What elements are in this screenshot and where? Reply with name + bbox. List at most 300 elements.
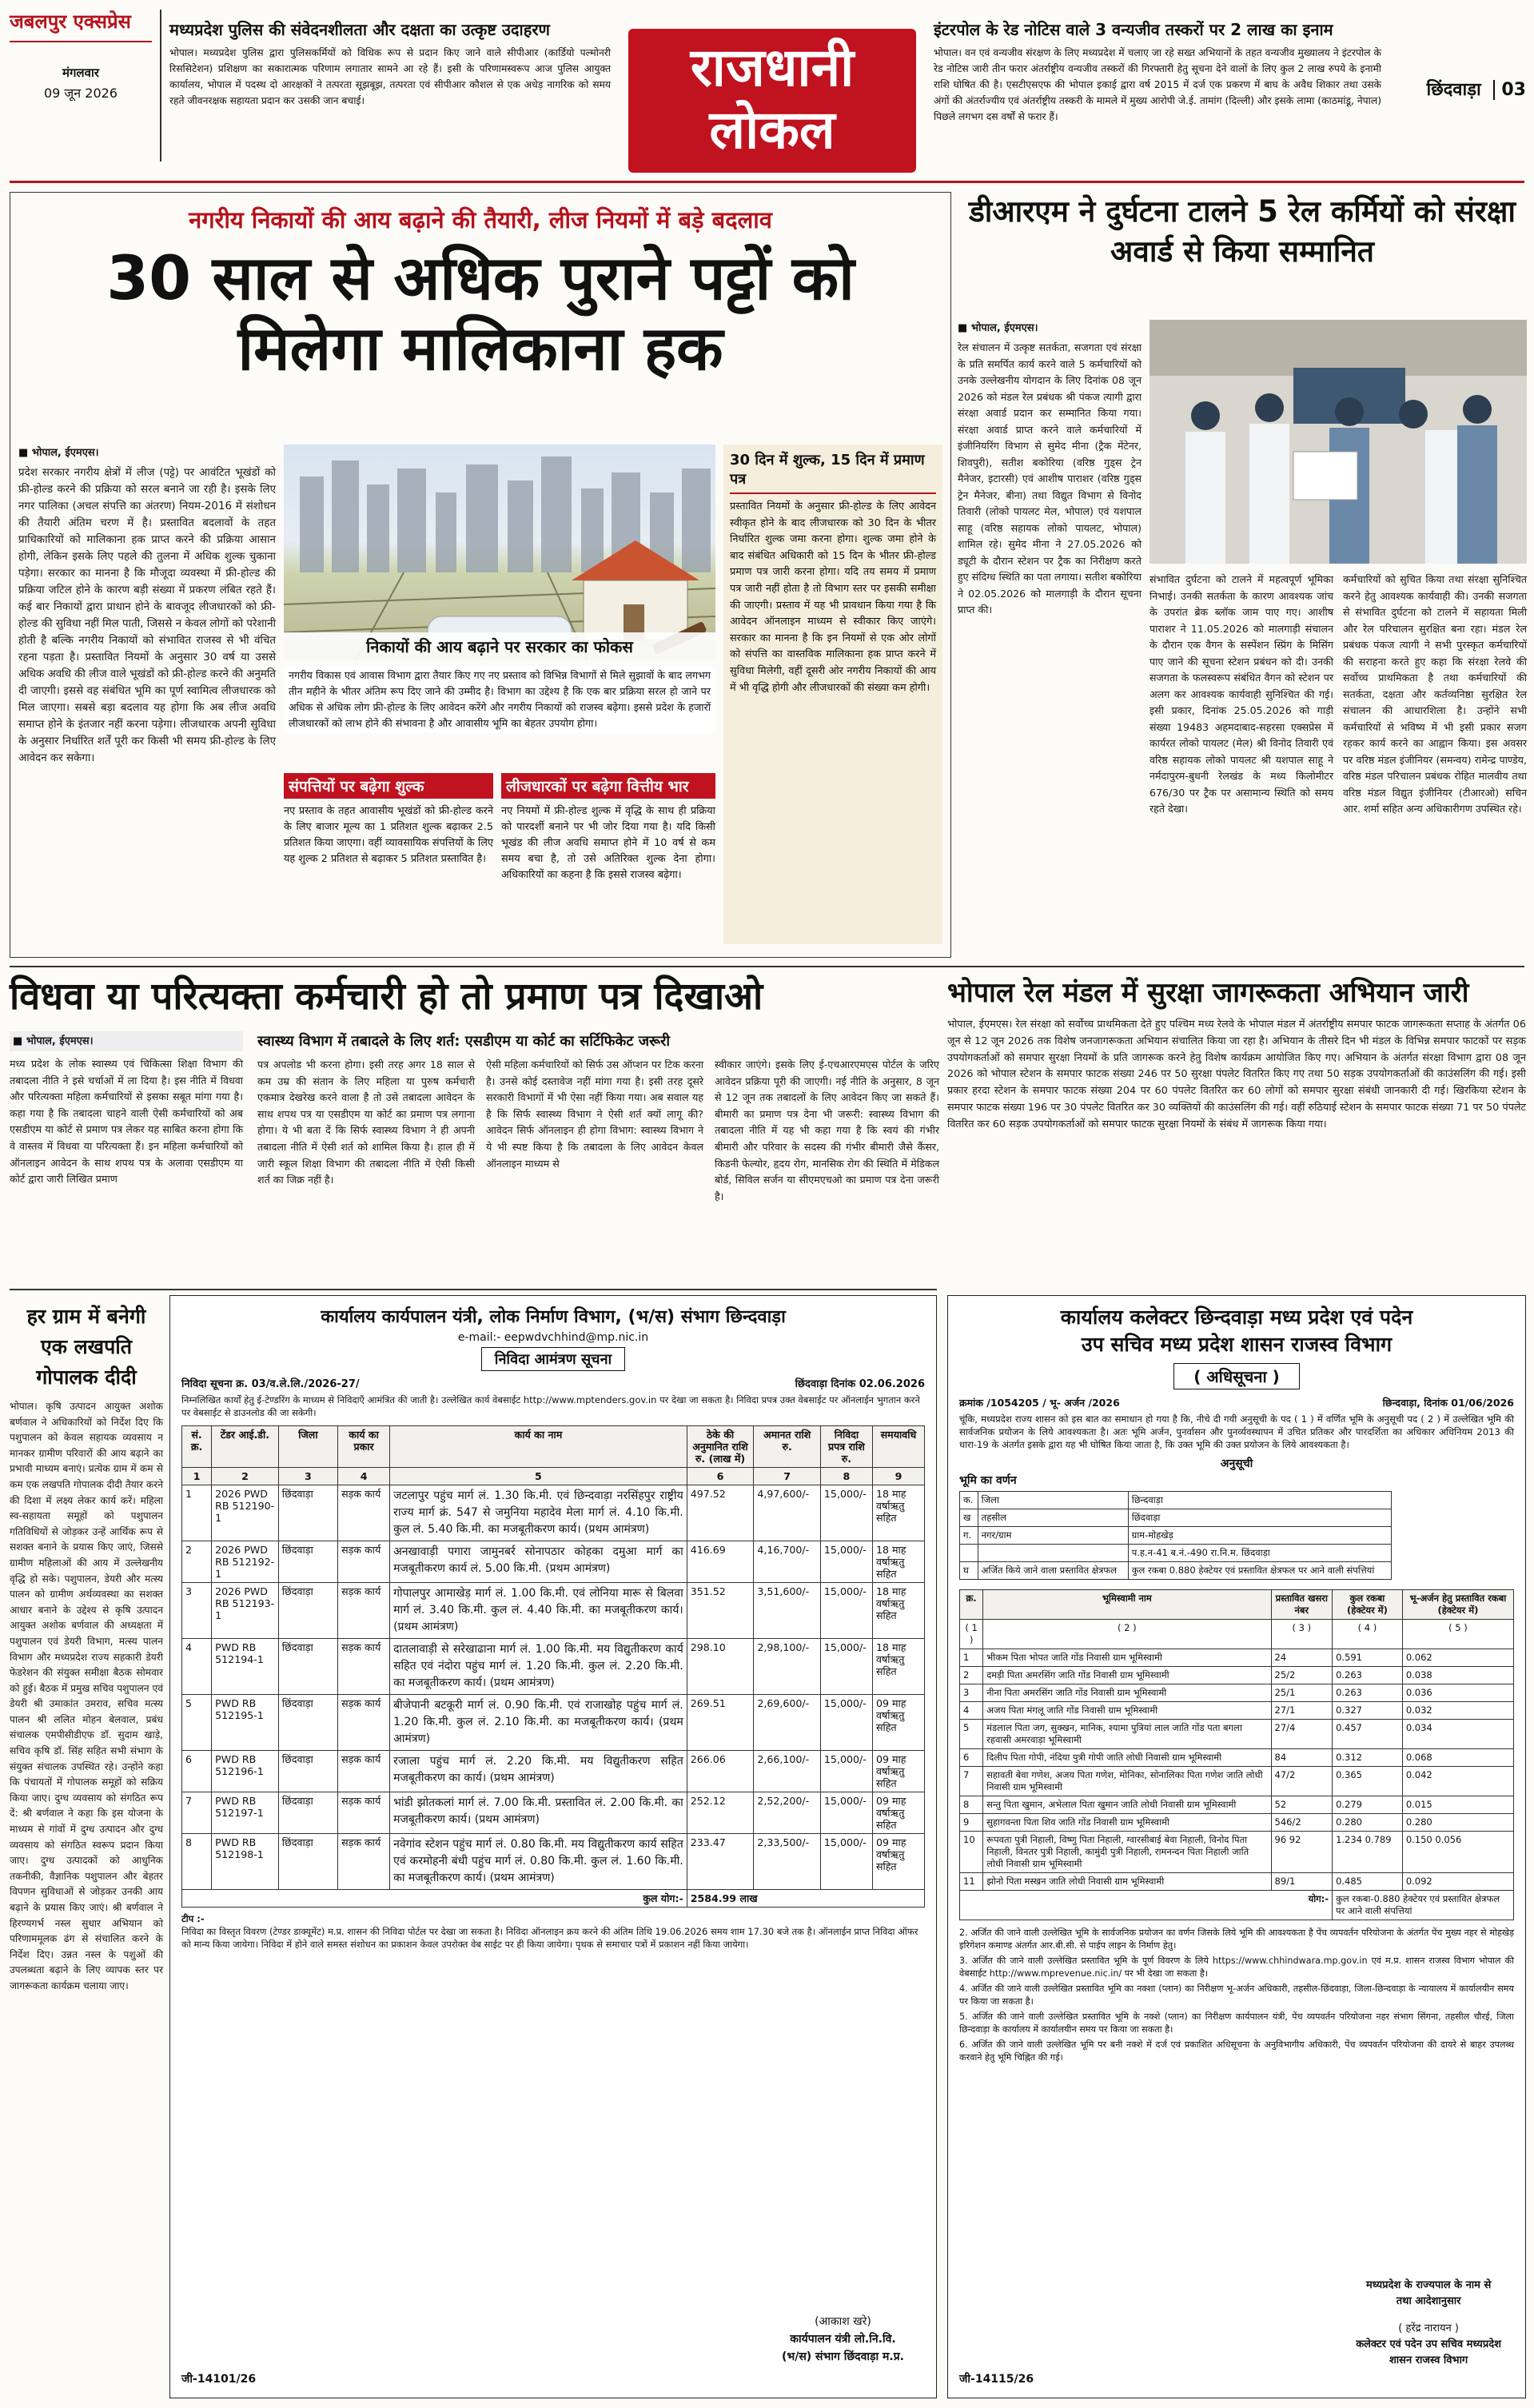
collector-note: 3. अर्जित की जाने वाली उल्लेखित प्रस्तावित भूमि के पूर्ण विवरण के लिये https://www.chhindwara.mp.gov.in एवं म.प्र. शासन राजस्व विभाग भोपाल की वेबसाईट http://www.mprevenue.nic.in/ पर भी देखा जा सकता है। bbox=[959, 1956, 1514, 1979]
tender-cell: 4 bbox=[182, 1639, 212, 1695]
tender-code: जी-14101/26 bbox=[181, 2373, 257, 2386]
land-col-number: ( 5 ) bbox=[1402, 1620, 1513, 1649]
lease-sidebox-title: 30 दिन में शुल्क, 15 दिन में प्रमाण पत्र bbox=[730, 451, 936, 494]
land-cell: 0.485 bbox=[1333, 1873, 1403, 1891]
land-col-number: ( 1 ) bbox=[960, 1620, 983, 1649]
tender-col-number: 3 bbox=[278, 1468, 337, 1485]
collector-note: 4. अर्जित की जाने वाली उल्लेखित प्रस्तावित भूमि का नक्शा (प्लान) का निरीक्षण भू-अर्जन अधिकारी, तहसील-छिंदवाड़ा, जिला-छिन्दवाड़ा के न्यायालय में कार्यालयीन समय पर किया जा सकता है। bbox=[959, 1983, 1514, 2007]
table-row bbox=[182, 1834, 925, 1890]
tender-cell: भांडी झोतकलां मार्ग लं. 7.00 कि.मी. प्रस्तावित लं. 2.00 कि.मी. का मजबूतीकरण कार्य। (प्रथम आमंत्रण) bbox=[390, 1792, 687, 1834]
tender-total-label: कुल योग:- bbox=[182, 1890, 687, 1908]
collector-notice bbox=[947, 1295, 1526, 2398]
land-cell: 0.280 bbox=[1333, 1814, 1403, 1832]
land-cell: 96 92 bbox=[1271, 1832, 1333, 1873]
desc-row bbox=[960, 1509, 1392, 1527]
collector-signature bbox=[1356, 2278, 1501, 2369]
gopalak-headline-3: गोपालक दीदी bbox=[36, 1365, 137, 1389]
tender-cell: 18 माह वर्षाऋतु सहित bbox=[872, 1541, 924, 1583]
lease-photo-caption: निकायों की आय बढ़ाने पर सरकार का फोकस bbox=[284, 632, 715, 660]
collector-designation: कलेक्टर एवं पदेन उप सचिव मध्यप्रदेश bbox=[1356, 2338, 1501, 2350]
tender-col-number: 6 bbox=[687, 1468, 754, 1485]
collector-land-desc: भूमि का वर्णन bbox=[959, 1474, 1017, 1487]
collector-schedule: अनुसूची bbox=[1220, 1457, 1253, 1470]
collector-ref-row bbox=[959, 1396, 1514, 1409]
tender-cell: छिंदवाड़ा bbox=[278, 1792, 337, 1834]
drm-col1 bbox=[958, 320, 1142, 619]
lease-body: प्रदेश सरकार नगरीय क्षेत्रों में लीज (पट्टे) पर आवंटित भूखंडों को फ्री-होल्ड करने की प्रक्रिया को सरल बनाने जा रही है। इसके लिए नगर पालिका (अचल संपत्ति का अंतरण) नियम-2016 में संशोधन की तैयारी अंतिम चरण में है। प्रस्तावित बदलावों के तहत प्राधिकारियों को मालिकाना हक प्राप्त करने की प्रक्रिया आसान होगी, लेकिन इसके लिए पहले की तुलना में अधिक शुल्क चुकाना पड़ेगा। सरकार का मानना है कि मौजूदा व्यवस्था में फ्री-होल्ड की प्रक्रिया जटिल होने के कारण बड़ी संख्या में प्रकरण लंबित रहते हैं। कई बार निकायों द्वारा प्राधान होने के बावजूद लीजधारकों को फ्री-होल्ड की सुविधा नहीं मिल पाती, जिससे न केवल लोगों को परेशानी होती है बल्कि नगरीय निकायों को संभावित राजस्व से भी वंचित रहना पड़ता है। प्रस्तावित नियमों के अनुसार 30 वर्ष या उससे अधिक अवधि की लीज वाले भूखंडों को फ्री-होल्ड करने की अनुमति दी जाएगी। इससे वह संबंधित भूमि का पूर्ण स्वामित्व लीजधारक को मिल जाएगा। सबसे बड़ा बदलाव यह होगा कि अब लीज अवधि समाप्त होने के इंतजार नहीं करना पड़ेगा। लीजधारक अपनी सुविधा के अनुसार निर्धारित शर्तें पूरी कर किसी भी समय फ्री-होल्ड के लिए आवेदन कर सकेगा। bbox=[18, 467, 276, 764]
land-col-number: ( 2 ) bbox=[983, 1620, 1271, 1649]
tender-cell: 8 bbox=[182, 1834, 212, 1890]
tender-cell: छिंदवाड़ा bbox=[278, 1485, 337, 1541]
land-cell: सुहागवन्ता पिता शिव जाति गोंड निवासी ग्राम भूमिस्वामी bbox=[983, 1814, 1271, 1832]
tender-cell: रजाला पहुंच मार्ग लं. 2.20 कि.मी. मय विद्युतीकरण सहित मजबूतीकरण का कार्य। (प्रथम आमंत्रण) bbox=[390, 1751, 687, 1792]
lease-subhead-a: संपत्तियों पर बढ़ेगा शुल्क bbox=[284, 773, 493, 799]
drm-body-1: रेल संचालन में उत्कृष्ट सतर्कता, सजगता एवं संरक्षा के प्रति समर्पित कार्य करने वाले 5 कर्मचारियों को उनके उल्लेखनीय योगदान के लिए दिनांक 08 जून 2026 को मंडल रेल प्रबंधक श्री पंकज त्यागी द्वारा संरक्षा अवार्ड प्रदान कर सम्मानित किया गया। संरक्षा अवार्ड प्राप्त करने वाले कर्मचारियों में इंजीनियरिंग विभाग से सुमेद मीना (ट्रैक मेंटेनर, शिवपुरी), सतीश बकोरिया (वरिष्ठ गुड्स ट्रेन मैनेजर, इटारसी) एवं आशीष पाराशर (वरिष्ठ गुड्स ट्रेन मैनेजर, बीना) तथा विद्युत विभाग से विनोद तिवारी (लोको पायलट मेल, भोपाल) एवं यशपाल साहू (वरिष्ठ सहायक लोको पायलट, भोपाल) शामिल रहे। सुमेद मीना ने 27.05.2026 को ड्यूटी के दौरान स्टेशन पर ट्रैक का निरीक्षण करते हुए संदिग्ध स्थिति का पता लगाया। सतीश बकोरिया ने 02.05.2026 को मालगाड़ी के दौरान सूचना प्राप्त की। bbox=[958, 341, 1142, 616]
tender-cell: 15,000/- bbox=[820, 1541, 872, 1583]
tender-cell: PWD RB 512198-1 bbox=[212, 1834, 279, 1890]
tender-cell: छिंदवाड़ा bbox=[278, 1639, 337, 1695]
tender-cell: 15,000/- bbox=[820, 1485, 872, 1541]
tender-cell: छिंदवाड़ा bbox=[278, 1834, 337, 1890]
desc-cell: ग्राम-मोहखेड़ bbox=[1128, 1527, 1392, 1545]
widow-kicker: स्वास्थ्य विभाग में तबादले के लिए शर्त: एसडीएम या कोर्ट का सर्टिफिकेट जरूरी bbox=[257, 1033, 671, 1050]
tender-cell: 09 माह वर्षाऋतु सहित bbox=[872, 1695, 924, 1751]
table-row bbox=[960, 1649, 1514, 1667]
land-cell: 0.591 bbox=[1333, 1649, 1403, 1667]
desc-cell: ख bbox=[960, 1509, 978, 1527]
widow-col2 bbox=[257, 1057, 475, 1189]
table-row bbox=[960, 1814, 1514, 1832]
collector-title-wrap bbox=[959, 1363, 1514, 1389]
collector-notes bbox=[959, 1927, 1514, 2064]
desc-cell bbox=[978, 1545, 1128, 1562]
land-cell: 25/2 bbox=[1271, 1667, 1333, 1684]
tender-cell: 2026 PWD RB 512193-1 bbox=[212, 1583, 279, 1639]
table-row bbox=[182, 1485, 925, 1541]
tender-cell: सड़क कार्य bbox=[338, 1639, 390, 1695]
desc-cell: छिन्दवाड़ा bbox=[1128, 1492, 1392, 1509]
land-cell: 27/1 bbox=[1271, 1702, 1333, 1720]
desc-cell: तहसील bbox=[978, 1509, 1128, 1527]
tender-cell: 2,98,100/- bbox=[754, 1639, 821, 1695]
land-cell: नीना पिता अमरसिंग जाति गोंड निवासी ग्राम भूमिस्वामी bbox=[983, 1684, 1271, 1702]
tender-note-head: टीप :- bbox=[181, 1913, 205, 1924]
collector-office-1: कार्यालय कलेक्टर छिन्दवाड़ा मध्य प्रदेश एवं पदेन bbox=[1060, 1306, 1413, 1329]
tender-cell: 7 bbox=[182, 1792, 212, 1834]
widow-col3 bbox=[486, 1057, 703, 1172]
tender-cell: PWD RB 512196-1 bbox=[212, 1751, 279, 1792]
land-cell: दमड़ी पिता अमरसिंग जाति गोंड निवासी ग्राम भूमिस्वामी bbox=[983, 1667, 1271, 1684]
tender-cell: 266.06 bbox=[687, 1751, 754, 1792]
land-cell: 546/2 bbox=[1271, 1814, 1333, 1832]
land-cell: 9 bbox=[960, 1814, 983, 1832]
land-cell: 0.038 bbox=[1402, 1667, 1513, 1684]
tender-cell: 15,000/- bbox=[820, 1639, 872, 1695]
tender-title-wrap bbox=[181, 1347, 925, 1371]
collector-dept: शासन राजस्व विभाग bbox=[1389, 2354, 1468, 2366]
desc-row bbox=[960, 1545, 1392, 1562]
tender-cell: 252.12 bbox=[687, 1792, 754, 1834]
land-col-header: भू-अर्जन हेतु प्रस्तावित रकबा (हेक्टेयर में) bbox=[1402, 1590, 1513, 1620]
tender-cell: गोपालपुर आमाखेड़ मार्ग लं. 1.00 कि.मी. एवं लोनिया मारू से बिलवा मार्ग लं. 3.40 कि.मी. कुल लं. 4.40 कि.मी. का मजबूतीकरण कार्य। (प्रथम आमंत्रण) bbox=[390, 1583, 687, 1639]
tender-col-number: 2 bbox=[212, 1468, 279, 1485]
lease-body-b: नए नियमों में फ्री-होल्ड शुल्क में वृद्धि के साथ ही प्रक्रिया को पारदर्शी बनाने पर भी जोर दिया गया है। यदि किसी भूखंड की लीज अवधि समाप्त होने में 10 वर्ष से कम समय बचा है, तो उसे अतिरिक्त शुल्क देना होगा। अधिकारियों का कहना है कि इससे राजस्व बढ़ेगा। bbox=[501, 805, 715, 881]
land-cell: दिलीप पिता गोपी, नंदिया पुत्री गोपी जाति लोधी निवासी ग्राम भूमिस्वामी bbox=[983, 1749, 1271, 1767]
widow-body-2: पत्र अपलोड भी करना होगा। इसी तरह अगर 18 साल से कम उम्र की संतान के लिए महिला या पुरुष कर्मचारी एकमात्र देखरेख करने वाला है तो उसे तबादला आवेदन के साथ शपथ पत्र या एसडीएम या कोर्ट का प्रमाण पत्र लगाना होगा। ये भी बता दें कि सिर्फ स्वास्थ्य विभाग ने ही अपनी तबादला नीति में ऐसी शर्त को शामिल किया है। हाल ही में जारी स्कूल शिक्षा विभाग की तबादला नीति में ऐसी किसी शर्त का जिक्र नहीं है। bbox=[257, 1058, 475, 1186]
lease-sidebox-body: प्रस्तावित नियमों के अनुसार फ्री-होल्ड के लिए आवेदन स्वीकृत होने के बाद लीजधारक को 30 दिन के भीतर निर्धारित शुल्क जमा करना होगा। शुल्क जमा होने के बाद संबंधित अधिकारी को 15 दिन के भीतर फ्री-होल्ड प्रमाण पत्र जारी करना होगा। यदि तय समय में प्रमाण पत्र जारी नहीं होता है तो विभाग स्तर पर इसकी समीक्षा की जाएगी। प्रस्ताव में यह भी प्रावधान किया गया है कि आवेदन ऑनलाइन माध्यम से स्वीकार किए जाएंगे। सरकार का मानना है कि इन नियमों से एक ओर लोगों को संपत्ति का वास्तविक मालिकाना हक प्राप्त करने में सुविधा मिलेगी, वहीं दूसरी ओर नगरीय निकायों की आय में भी वृद्धि होगी और लीजधारकों की संख्या कम होगी। bbox=[730, 500, 936, 694]
tender-cell: 2,69,600/- bbox=[754, 1695, 821, 1751]
land-cell: 0.062 bbox=[1402, 1649, 1513, 1667]
tender-cell: 233.47 bbox=[687, 1834, 754, 1890]
page-number: 03 bbox=[1493, 80, 1526, 100]
safety-headline: भोपाल रेल मंडल में सुरक्षा जागरूकता अभियान जारी bbox=[947, 977, 1469, 1009]
collector-signer: ( हरेंद्र नारायन ) bbox=[1398, 2322, 1459, 2334]
lease-col1 bbox=[18, 445, 276, 767]
table-row bbox=[960, 1684, 1514, 1702]
tender-cell: नवेगांव स्टेशन पहुंच मार्ग लं. 0.80 कि.मी. मय विद्युतीकरण कार्य सहित एवं करमोहनी बंधी पहुंच मार्ग लं. 0.80 कि.मी. कुल लं. 1.60 कि.मी. का मजबूतीकरण कार्य। (प्रथम आमंत्रण) bbox=[390, 1834, 687, 1890]
collector-gov: मध्यप्रदेश के राज्यपाल के नाम से bbox=[1365, 2279, 1492, 2291]
top-left-story bbox=[169, 19, 611, 109]
lease-story bbox=[10, 192, 951, 958]
tender-cell: सड़क कार्य bbox=[338, 1834, 390, 1890]
issue-date: 09 जून 2026 bbox=[43, 86, 118, 101]
land-cell: 0.263 bbox=[1333, 1684, 1403, 1702]
land-cell: 10 bbox=[960, 1832, 983, 1873]
tender-cell: 15,000/- bbox=[820, 1583, 872, 1639]
lease-body-a: नए प्रस्ताव के तहत आवासीय भूखंडों को फ्री-होल्ड करने के लिए बाजार मूल्य का 1 प्रतिशत शुल्क बढ़ाकर 2.5 प्रतिशत किया जाएगा। वहीं व्यावसायिक संपत्तियों के लिए यह शुल्क 2 प्रतिशत से बढ़ाकर 5 प्रतिशत प्रस्तावित है। bbox=[284, 805, 493, 865]
tender-cell: सड़क कार्य bbox=[338, 1751, 390, 1792]
land-cell: मंडलाल पिता जग, सुक्खन, मानिक, श्यामा पुत्रियां लाल जाति गोंड पता बगला रहवासी अमरवाड़ा भूमिस्वामी bbox=[983, 1720, 1271, 1749]
land-col-header: भूमिस्वामी नाम bbox=[983, 1590, 1271, 1620]
land-cell: 0.327 bbox=[1333, 1702, 1403, 1720]
tender-cell: 4,97,600/- bbox=[754, 1485, 821, 1541]
land-cell: 24 bbox=[1271, 1649, 1333, 1667]
paper-name: जबलपुर एक्सप्रेस bbox=[10, 8, 152, 42]
tender-cell: 497.52 bbox=[687, 1485, 754, 1541]
collector-note: 5. अर्जित की जाने वाली उल्लेखित प्रस्तावित भूमि के नक्शे (प्लान) का निरीक्षण कार्यपालन यंत्री, पेंच व्यपवर्तन परियोजना नहर संभाग सिंगना, तहसील चौरई, जिला छिन्दवाड़ा के कार्यालय में कार्यालयीन समय पर किया जा सकता है। bbox=[959, 2011, 1514, 2035]
land-cell: 0.365 bbox=[1333, 1767, 1403, 1796]
table-row bbox=[182, 1751, 925, 1792]
tender-date: छिंदवाड़ा दिनांक 02.06.2026 bbox=[795, 1378, 925, 1390]
gopalak-headline-1: हर ग्राम में बनेगी bbox=[26, 1305, 146, 1328]
widow-body-3: ऐसी महिला कर्मचारियों को सिर्फ उस ऑप्शन पर टिक करना है। उनसे कोई दस्तावेज नहीं मांगा गया है। इसी तरह दूसरे सरकारी विभागों में भी ऐसा नहीं किया गया। अब सवाल यह है कि सिर्फ स्वास्थ्य विभाग ने ऐसी शर्त क्यों लागू की? आवेदन सिर्फ ऑनलाइन ही होगा विभाग: स्वास्थ्य विभाग ने ये भी स्पष्ट किया है कि तबादला के लिए आवेदन केवल ऑनलाइन माध्यम से bbox=[486, 1058, 703, 1170]
tender-cell: 2,52,200/- bbox=[754, 1792, 821, 1834]
tender-cell: छिंदवाड़ा bbox=[278, 1541, 337, 1583]
land-cell: 5 bbox=[960, 1720, 983, 1749]
tender-col-number: 8 bbox=[820, 1468, 872, 1485]
table-row bbox=[960, 1667, 1514, 1684]
land-cell: 8 bbox=[960, 1796, 983, 1814]
land-cell: रूपवता पुत्री निहाली, विष्णु पिता निहाली, ग्वारसीबाई बेवा निहाली, विनोद पिता निहाली, विनतर पुत्री निहाली, कामुंदी पुत्री निहाली, रामनन्दन पिता निहाली जाति लोधी निवासी ग्राम भूमिस्वामी bbox=[983, 1832, 1271, 1873]
land-cell: 7 bbox=[960, 1767, 983, 1796]
collector-code: जी-14115/26 bbox=[959, 2373, 1034, 2386]
tender-cell: 2026 PWD RB 512190-1 bbox=[212, 1485, 279, 1541]
top-left-title: मध्यप्रदेश पुलिस की संवेदनशीलता और दक्षता का उत्कृष्ट उदाहरण bbox=[169, 20, 550, 39]
tender-cell: 2,33,500/- bbox=[754, 1834, 821, 1890]
drm-story bbox=[958, 192, 1527, 958]
gopalak-headline-2: एक लखपति bbox=[40, 1335, 133, 1358]
collector-date: छिन्दवाड़ा, दिनांक 01/06/2026 bbox=[1382, 1397, 1514, 1409]
tender-cell: सड़क कार्य bbox=[338, 1485, 390, 1541]
desc-cell: प.ह.न-41 ब.नं.-490 रा.नि.म. छिंदवाड़ा bbox=[1128, 1545, 1392, 1562]
desc-cell: नगर/ग्राम bbox=[978, 1527, 1128, 1545]
table-row bbox=[960, 1720, 1514, 1749]
desc-cell: ग. bbox=[960, 1527, 978, 1545]
land-cell: 1.234 0.789 bbox=[1333, 1832, 1403, 1873]
desc-cell: जिला bbox=[978, 1492, 1128, 1509]
tender-cell: 6 bbox=[182, 1751, 212, 1792]
lease-kicker-wrap bbox=[10, 204, 950, 235]
lease-sidebox bbox=[723, 445, 942, 944]
land-cell: 0.457 bbox=[1333, 1720, 1403, 1749]
tender-cell: 18 माह वर्षाऋतु सहित bbox=[872, 1583, 924, 1639]
tender-cell: बीजेपानी बटकूरी मार्ग लं. 0.90 कि.मी. एवं राजाखोह पहुंच मार्ग लं. 1.20 कि.मी. कुल लं. 2.10 कि.मी. का मजबूतीकरण कार्य। (प्रथम आमंत्रण) bbox=[390, 1695, 687, 1751]
tender-total: 2584.99 लाख bbox=[687, 1890, 924, 1908]
land-col-header: कुल रकबा (हेक्टेयर में) bbox=[1333, 1590, 1403, 1620]
drm-body-3: कर्मचारियों को सुचित किया तथा संरक्षा सुनिश्चित करने हेतु आवश्यक कार्यवाही की। उनकी सजगता से संभावित दुर्घटना को टालने में सहायता मिली और रेल परिचालन सुरक्षित बना रहा। मंडल रेल प्रबंधक पंकज त्यागी ने सभी पुरस्कृत कर्मचारियों की सराहना करते हुए कहा कि संरक्षा रेलवे की सर्वोच्च प्राथमिकता है तथा कर्मचारियों की सतर्कता, दक्षता और कर्तव्यनिष्ठा सुरक्षित रेल संचालन की आधारशिला है। उन्होंने सभी कर्मचारियों से भविष्य में भी इसी प्रकार सजग रहकर कार्य करने का आह्वान किया। इस अवसर पर वरिष्ठ मंडल इंजीनियर (समन्वय) रामेन्द्र पाण्डेय, वरिष्ठ मंडल परिचालन प्रबंधक रोहित मालवीय तथा वरिष्ठ मंडल विद्युत इंजीनियर (टीआरओ) सचिन आर. शर्मा सहित अन्य अधिकारीगण उपस्थित रहे। bbox=[1343, 573, 1527, 815]
table-row bbox=[960, 1796, 1514, 1814]
land-cell: 6 bbox=[960, 1749, 983, 1767]
tender-col-header: जिला bbox=[278, 1426, 337, 1468]
land-cell: 1 bbox=[960, 1649, 983, 1667]
land-cell: 0.042 bbox=[1402, 1767, 1513, 1796]
land-cell: 52 bbox=[1271, 1796, 1333, 1814]
lease-subhead-b: लीजधारकों पर बढ़ेगा वित्तीय भार bbox=[501, 773, 715, 799]
land-cell: 25/1 bbox=[1271, 1684, 1333, 1702]
tender-cell: 5 bbox=[182, 1695, 212, 1751]
section-banner bbox=[628, 29, 916, 173]
tender-designation: कार्यपालन यंत्री लो.नि.वि. bbox=[790, 2333, 896, 2346]
lease-photo bbox=[284, 445, 715, 660]
tender-cell: 15,000/- bbox=[820, 1751, 872, 1792]
drm-headline: डीआरएम ने दुर्घटना टालने 5 रेल कर्मियों को संरक्षा अवार्ड से किया सम्मानित bbox=[968, 194, 1516, 269]
tender-ref: निविदा सूचना क्र. 03/व.ले.लि./2026-27/ bbox=[181, 1378, 360, 1390]
tender-cell: छिंदवाड़ा bbox=[278, 1695, 337, 1751]
desc-row bbox=[960, 1562, 1392, 1580]
collector-desc-table bbox=[959, 1491, 1392, 1580]
land-total-note: कुल रकबा-0.880 हेक्टेयर एवं प्रस्तावित क्षेत्रफल पर आने वाली संपत्तियां bbox=[1333, 1891, 1514, 1920]
tender-cell: सड़क कार्य bbox=[338, 1583, 390, 1639]
land-col-number: ( 3 ) bbox=[1271, 1620, 1333, 1649]
table-row bbox=[182, 1541, 925, 1583]
table-row bbox=[182, 1639, 925, 1695]
land-cell: 0.068 bbox=[1402, 1749, 1513, 1767]
safety-col bbox=[947, 1017, 1526, 1134]
tender-col-number: 4 bbox=[338, 1468, 390, 1485]
tender-ref-row bbox=[181, 1376, 925, 1390]
collector-ref: क्रमांक /1054205 / भू- अर्जन /2026 bbox=[959, 1397, 1120, 1409]
tender-cell: 18 माह वर्षाऋतु सहित bbox=[872, 1639, 924, 1695]
tender-col-header: समयावधि bbox=[872, 1426, 924, 1468]
tender-cell: 15,000/- bbox=[820, 1834, 872, 1890]
tender-cell: PWD RB 512197-1 bbox=[212, 1792, 279, 1834]
land-cell: 0.092 bbox=[1402, 1873, 1513, 1891]
tender-cell: 416.69 bbox=[687, 1541, 754, 1583]
tender-cell: 18 माह वर्षाऋतु सहित bbox=[872, 1485, 924, 1541]
land-cell: 0.280 bbox=[1402, 1814, 1513, 1832]
lease-under-photo: नगरीय विकास एवं आवास विभाग द्वारा तैयार किए गए नए प्रस्ताव को विभिन्न विभागों से मिले सुझावों के बाद लगभग तीन महीने के भीतर अंतिम रूप दिए जाने की उम्मीद है। विभाग का उद्देश्य है कि एक बार प्रक्रिया सरल हो जाने पर अधिक से अधिक लोग फ्री-होल्ड के लिए आवेदन करेंगे और नगरीय निकायों को राजस्व बढ़ेगा। इससे प्रदेश के हजारों लीजधारकों को लाभ होने की संभावना है और आवासीय भूमि का बेहतर उपयोग होगा। bbox=[284, 666, 715, 733]
land-cell: सहावती बेवा गणेश, अजय पिता गणेश, मोनिका, सोनालिका पिता गणेश जाति लोधी निवासी ग्राम भूमिस्वामी bbox=[983, 1767, 1271, 1796]
land-cell: 0.312 bbox=[1333, 1749, 1403, 1767]
widow-body-4: स्वीकार जाएंगे। इसके लिए ई-एचआरएमएस पोर्टल के जरिए आवेदन प्रक्रिया पूरी की जाएगी। नई नीति के अनुसार, 8 जून से 12 जून तक तबादलों के लिए आवेदन किए जा सकते हैं। बीमारी का प्रमाण पत्र देना भी जरूरी: स्वास्थ्य विभाग की तबादला नीति में यह भी कहा गया है कि स्वयं की गंभीर बीमारी और परिवार के सदस्य की गंभीर बीमारी जैसे कैंसर, किडनी फेल्योर, हृदय रोग, मानसिक रोग की स्थिति में मेडिकल बोर्ड, सिविल सर्जन या सीएमएचओ का प्रमाण पत्र देना जरूरी है। bbox=[715, 1058, 939, 1202]
tender-note-block bbox=[181, 1912, 925, 1951]
issue-day: मंगलवार bbox=[62, 66, 99, 80]
land-cell: झोनो पिता मस्खन जाति लोधी निवासी ग्राम भूमिस्वामी bbox=[983, 1873, 1271, 1891]
land-cell: 89/1 bbox=[1271, 1873, 1333, 1891]
tender-col-header: कार्य का प्रकार bbox=[338, 1426, 390, 1468]
safety-story bbox=[947, 974, 1526, 1286]
tender-col-header: टेंडर आई.डी. bbox=[212, 1426, 279, 1468]
table-row bbox=[182, 1792, 925, 1834]
tender-cell: 269.51 bbox=[687, 1695, 754, 1751]
tender-cell: 2026 PWD RB 512192-1 bbox=[212, 1541, 279, 1583]
tender-cell: 09 माह वर्षाऋतु सहित bbox=[872, 1751, 924, 1792]
table-row bbox=[182, 1695, 925, 1751]
desc-cell: क. bbox=[960, 1492, 978, 1509]
desc-row bbox=[960, 1527, 1392, 1545]
land-cell: 0.034 bbox=[1402, 1720, 1513, 1749]
widow-byline: ■ भोपाल, ईएमएस। bbox=[10, 1031, 243, 1051]
tender-cell: जटलापुर पहुंच मार्ग लं. 1.30 कि.मी. एवं छिन्दवाड़ा नरसिंहपुर राष्ट्रीय राज्य मार्ग क्रं. 547 से जमुनिया महादेव मेला मार्ग लं. 4.10 कि.मी. कुल लं. 5.40 कि.मी. का मजबूतीकरण कार्य। (प्रथम आमंत्रण) bbox=[390, 1485, 687, 1541]
collector-intro: चूंकि, मध्यप्रदेश राज्य शासन को इस बात का समाधान हो गया है कि, नीचे दी गयी अनुसूची के पद ( 1 ) में वर्णित भूमि के अनुसूची पद ( 2 ) में उल्लेखित भूमि की सार्वजनिक प्रयोजन के लिये आवश्यकता है। अतः भूमि अर्जन, पुनर्वासन और पुनर्व्यवस्थापन में उचित प्रतिकर और पारदर्शिता का अधिकार अधिनियम 2013 की धारा-19 के अंतर्गत इसके द्वारा यह भी घोषित किया जाता है, कि उक्त भूमि की उक्त प्रयोजन के लिये आवश्यकता है। bbox=[959, 1413, 1514, 1450]
tender-cell: 09 माह वर्षाऋतु सहित bbox=[872, 1792, 924, 1834]
tender-col-number: 9 bbox=[872, 1468, 924, 1485]
collector-note: 2. अर्जित की जाने वाली उल्लेखित भूमि के सार्वजनिक प्रयोजन का वर्णन जिसके लिये भूमि की आवश्यकता है पेंच व्यपवर्तन परियोजना के अंतर्गत पेंच मुख्य नहर से मोहखेड़ इरिगेशन कमाण्ड अंतर्गत आर.बी.सी. से पाईप लाइन के निर्माण हेतु। bbox=[959, 1928, 1514, 1951]
tender-note: निविदा का विस्तृत विवरण (टेण्डर डाक्यूमेंट) म.प्र. शासन की निविदा पोर्टल पर देखा जा सकता है। निविदा ऑनलाइन क्रय करने की अंतिम तिथि 19.06.2026 समय शाम 17.30 बजे तक है। ऑनलाईन प्राप्त निविदा ऑफर को मान्य किया जायेगा। निविदा में होने वाले समस्त संशोधन का प्रकाशन केवल उपरोक्त वेब साईट पर ही किया जायेगा। पृथक से समाचार पत्रों में प्रकाशन नहीं किया जायेगा। bbox=[181, 1926, 918, 1950]
top-right-title: इंटरपोल के रेड नोटिस वाले 3 वन्यजीव तस्करों पर 2 लाख का इनाम bbox=[934, 20, 1333, 39]
table-row bbox=[960, 1767, 1514, 1796]
desc-row bbox=[960, 1492, 1392, 1509]
city-name: छिंदवाड़ा bbox=[1426, 80, 1481, 100]
tender-cell: सड़क कार्य bbox=[338, 1792, 390, 1834]
tender-intro: निम्नलिखित कार्यों हेतु ई-टेण्डरिंग के माध्यम से निविदाएँ आमंत्रित की जाती है। उल्लेखित कार्य वेबसाईट http://www.mptenders.gov.in पर देखा जा सकता है। निविदा प्रपत्र उक्त वेबसाईट पर ऑनलाईन भुगतान करने पर वेबसाईट से डाउनलोड की जा सकेगी। bbox=[181, 1394, 920, 1418]
tender-col-number: 7 bbox=[754, 1468, 821, 1485]
table-row bbox=[960, 1749, 1514, 1767]
tender-table bbox=[181, 1425, 925, 1908]
tender-cell: 1 bbox=[182, 1485, 212, 1541]
tender-cell: 3 bbox=[182, 1583, 212, 1639]
tender-title: निविदा आमंत्रण सूचना bbox=[481, 1347, 625, 1371]
drm-col2 bbox=[1150, 572, 1333, 818]
drm-photo bbox=[1150, 320, 1527, 564]
lease-headline: 30 साल से अधिक पुराने पट्टों को मिलेगा मालिकाना हक bbox=[106, 242, 855, 384]
top-right-story bbox=[934, 19, 1381, 125]
tender-cell: 351.52 bbox=[687, 1583, 754, 1639]
collector-office-2: उप सचिव मध्य प्रदेश शासन राजस्व विभाग bbox=[1081, 1333, 1393, 1356]
land-cell: 84 bbox=[1271, 1749, 1333, 1767]
tender-notice bbox=[169, 1295, 937, 2398]
desc-cell: छिंदवाड़ा bbox=[1128, 1509, 1392, 1527]
masthead-left bbox=[10, 8, 152, 168]
lease-kicker: नगरीय निकायों की आय बढ़ाने की तैयारी, लीज नियमों में बड़े बदलाव bbox=[189, 206, 772, 233]
tender-col-header: निविदा प्रपत्र राशि रु. bbox=[820, 1426, 872, 1468]
gopalak-body: भोपाल। कृषि उत्पादन आयुक्त अशोक बर्णवाल ने अधिकारियों को निर्देश दिए कि पशुपालन को केवल सहायक व्यवसाय न मानकर ग्रामीण परिवारों की आय बढ़ाने का प्रभावी माध्यम बनाएं। प्रत्येक ग्राम में कम से कम एक लखपति गोपालक दीदी तैयार करने की दिशा में लक्ष्य लेकर कार्य करें। महिला स्व-सहायता समूहों को पशुपालन गतिविधियों से जोड़कर उन्हें आर्थिक रूप से सशक्त बनाने के प्रयास किए जाएं, जिससे ग्रामीण महिलाओं की आय में उल्लेखनीय वृद्धि हो सके। पशुपालन, डेयरी और मत्स्य पालन को ग्रामीण अर्थव्यवस्था का सशक्त आधार बनाने के उद्देश्य से कृषि उत्पादन आयुक्त अशोक बर्णवाल की अध्यक्षता में पशुपालन एवं डेयरी विभाग, मत्स्य पालन विभाग और मध्यप्रदेश राज्य सहकारी डेयरी फेडरेशन की संयुक्त समीक्षा बैठक सोमवार को हुई। बैठक में प्रमुख सचिव पशुपालन एवं डेयरी श्री उमाकांत उमराव, सचिव मत्स्य पालन श्री ललित मोहन बेलवाल, प्रबंध संचालक एमपीसीडीएफ डॉ. सुदाम खाड़े, सचिव कृषि डॉ. सिंह सहित सभी संभाग के संयुक्त संचालक उपस्थित रहे। उन्होंने कहा कि पंचायतों में गोपालक समूहों को सक्रिय किया जाए। दुग्ध व्यवसाय को संगठित रूप दें: श्री बर्णवाल ने कहा कि इस योजना के माध्यम से गांवों में दुग्ध उत्पादन और दुग्ध व्यवसाय को संगठित स्वरूप प्रदान किया जाए। दुग्ध उत्पादकों को आधुनिक तकनीकी, वैज्ञानिक पशुपालन और बेहतर विपणन सुविधाओं से जोड़कर उनकी आय बढ़ाने के प्रयास किए जाएं। श्री बर्णवाल ने हिरण्यगर्भ नस्ल सुधार अभियान को परिणाममूलक ढंग से संचालित करने के निर्देश दिए। उन्नत नस्ल के पशुओं की उपलब्धता बढ़ाने के लिए व्यापक स्तर पर जागरूकता कार्यक्रम चलाया जाए। bbox=[10, 1401, 163, 1991]
lease-byline: ■ भोपाल, ईएमएस। bbox=[18, 445, 276, 461]
tender-cell: अनखावाड़ी पगारा जामुनबर्र सोनापठार कोहका दमुआ मार्ग का मजबूतीकरण कार्य लं. 5.00 कि.मी. (प्रथम आमंत्रण) bbox=[390, 1541, 687, 1583]
tender-cell: 2,66,100/- bbox=[754, 1751, 821, 1792]
tender-col-header: ठेके की अनुमानित राशि रु. (लाख में) bbox=[687, 1426, 754, 1468]
land-cell: 0.032 bbox=[1402, 1702, 1513, 1720]
widow-col1 bbox=[10, 1031, 243, 1188]
gopalak-story bbox=[10, 1295, 163, 2398]
land-cell: 0.150 0.056 bbox=[1402, 1832, 1513, 1873]
tender-cell: छिंदवाड़ा bbox=[278, 1583, 337, 1639]
land-cell: 2 bbox=[960, 1667, 983, 1684]
tender-cell: PWD RB 512194-1 bbox=[212, 1639, 279, 1695]
land-cell: सन्तु पिता खुमान, अभेलाल पिता खुमान जाति लोधी निवासी ग्राम भूमिस्वामी bbox=[983, 1796, 1271, 1814]
tender-cell: 15,000/- bbox=[820, 1695, 872, 1751]
drm-byline: ■ भोपाल, ईएमएस। bbox=[958, 320, 1142, 337]
desc-cell: कुल रकबा 0.880 हेक्टेयर एवं प्रस्तावित क्षेत्रफल पर आने वाली संपत्तियां bbox=[1128, 1562, 1392, 1580]
certificate-icon bbox=[1293, 452, 1357, 500]
land-cell: भीकम पिता भोपत जाति गोंड निवासी ग्राम भूमिस्वामी bbox=[983, 1649, 1271, 1667]
land-cell: 0.279 bbox=[1333, 1796, 1403, 1814]
collector-title: ( अधिसूचना ) bbox=[1173, 1363, 1299, 1389]
collector-gov2: तथा आदेशानुसार bbox=[1396, 2295, 1461, 2307]
widow-headline: विधवा या परित्यक्ता कर्मचारी हो तो प्रमाण पत्र दिखाओ bbox=[10, 975, 763, 1019]
land-cell: 11 bbox=[960, 1873, 983, 1891]
page-location bbox=[1387, 77, 1526, 101]
land-cell: 4 bbox=[960, 1702, 983, 1720]
widow-body-1: मध्य प्रदेश के लोक स्वास्थ्य एवं चिकित्सा शिक्षा विभाग की तबादला नीति ने इसे चर्चाओं में ला दिया है। इस नीति में विधवा और परित्यक्ता महिला कर्मचारियों से इसका सबूत मांगा गया है। कहा गया है कि तबादला चाहने वाली ऐसी कर्मचारियों को अब एसडीएम या कोर्ट से प्रमाण पत्र लेकर यह साबित करना होगा कि वे वास्तव में विधवा या परित्यक्ता हैं। इन महिला कर्मचारियों को ऑनलाइन आवेदन के साथ शपथ पत्र के अलावा एसडीएम या कोर्ट द्वारा जारी लिखित प्रमाण bbox=[10, 1058, 243, 1186]
drm-body-2: संभावित दुर्घटना को टालने में महत्वपूर्ण भूमिका निभाई। उनकी सतर्कता के कारण आवश्यक जांच के उपरांत ब्रेक ब्लॉक जाम पाए गए। आशीष पाराशर ने 11.05.2026 को मालगाड़ी संचालन के दौरान एक वैगन के सस्पेंशन स्प्रिंग के मिसिंग पाए जाने की सूचना स्टेशन प्रबंधन को दी। उनकी सजगता के फलस्वरूप संबंधित वैगन को स्टेशन पर अलग कर आवश्यक कार्यवाही सुनिश्चित की गई। इसी प्रकार, दिनांक 25.05.2026 को गाड़ी संख्या 19483 अहमदाबाद-सहरसा एक्सप्रेस में कार्यरत लोको पायलट (मेल) श्री विनोद तिवारी एवं वरिष्ठ सहायक लोको पायलट श्री यशपाल साहू ने नर्मदापुरम-बुधनी रेलखंड के मध्य किलोमीटर 676/30 पर ट्रैक पर असामान्य स्थिति को समय रहते देखा। bbox=[1150, 573, 1333, 815]
safety-body: भोपाल, ईएमएस। रेल संरक्षा को सर्वोच्च प्राथमिकता देते हुए पश्चिम मध्य रेलवे के भोपाल मंडल में अंतर्राष्ट्रीय समपार फाटक जागरूकता सप्ताह के अंतर्गत 06 जून से 12 जून 2026 तक विशेष जनजागरूकता अभियान संचालित किया जा रहा है। अभियान के तीसरे दिन भी मंडल के विभिन्न समपार फाटकों पर सड़क उपयोगकर्ताओं को समपार सुरक्षा नियमों के प्रति जागरूक करने हेतु विशेष कार्यक्रम आयोजित किए गए। अभियान के अंतर्गत संरक्षा विभाग द्वारा 08 जून 2026 को भोपाल स्टेशन के समपार फाटक संख्या 246 पर 50 सुरक्षा पंपलेट वितरित किए गए तथा 50 सड़क उपयोगकर्ताओं की काउंसलिंग की गई। इसी प्रकार हरदा स्टेशन के समपार फाटक संख्या 204 पर 60 पंपलेट वितरित कर 60 लोगों को समपार सुरक्षा संबंधी जानकारी दी गई। खिरकिया स्टेशन के समपार फाटक संख्या 196 पर 30 पंपलेट वितरित कर 30 व्यक्तियों की काउंसलिंग की गई। वहीं रुठियाई स्टेशन के समपार फाटक संख्या 71 पर 50 पंपलेट वितरित कर 60 सड़क उपयोगकर्ताओं को समपार फाटक सुरक्षा नियमों के संबंध में जागरूक किया गया। bbox=[947, 1019, 1526, 1130]
land-cell: 0.015 bbox=[1402, 1796, 1513, 1814]
land-cell: 27/4 bbox=[1271, 1720, 1333, 1749]
land-col-number: ( 4 ) bbox=[1333, 1620, 1403, 1649]
tender-col-number: 5 bbox=[390, 1468, 687, 1485]
award-ceremony-image bbox=[1150, 320, 1527, 564]
collector-land-table bbox=[959, 1589, 1514, 1920]
table-row bbox=[960, 1832, 1514, 1873]
tender-cell: छिंदवाड़ा bbox=[278, 1751, 337, 1792]
top-left-body: भोपाल। मध्यप्रदेश पुलिस द्वारा पुलिसकर्मियों को विधिक रूप से प्रदान किए जाने वाले सीपीआर (कार्डियो पल्मोनरी रिससिटेशन) प्रशिक्षण का सकारात्मक परिणाम लगातार सामने आ रहे हैं। इसी के परिणामस्वरूप आज पुलिस आयुक्त कार्यालय, भोपाल में पदस्थ दो आरक्षकों ने तत्परता सूझबूझ, तत्परता एवं सीपीआर कौशल से एक अधेड़ नागरिक को समय रहते जीवनरक्षक सहायता प्रदान कर उसकी जान बचाई। bbox=[169, 47, 611, 106]
land-cell: 3 bbox=[960, 1684, 983, 1702]
tender-cell: 3,51,600/- bbox=[754, 1583, 821, 1639]
top-right-body: भोपाल। वन एवं वन्यजीव संरक्षण के लिए मध्यप्रदेश में चलाए जा रहे सख्त अभियानों के तहत वन्यजीव मुख्यालय ने इंटरपोल के रेड नोटिस जारी तीन फरार अंतर्राष्ट्रीय वन्यजीव तस्करों की गिरफ्तारी हेतु सूचना देने वालों के लिए कुल 2 लाख रुपये के इनामी राशि घोषित की है। एसटीएसएफ की भोपाल इकाई द्वारा वर्ष 2015 में दर्ज एक प्रकरण में बाघ के अवैध शिकार तथा उसके अंगों की अंतर्राज्यीय एवं अंतर्राष्ट्रीय तस्करी के मामले में मुख्य आरोपी जे.ई. तामांग (दिल्ली) और इसके लामा (काठमांडू, नेपाल) पिछले लगभग दस वर्षों से फरार हैं। bbox=[934, 47, 1381, 122]
land-cell: 0.036 bbox=[1402, 1684, 1513, 1702]
tender-cell: सड़क कार्य bbox=[338, 1695, 390, 1751]
tender-signer: (आकाश खरे) bbox=[815, 2315, 871, 2328]
tender-cell: 298.10 bbox=[687, 1639, 754, 1695]
tender-division: (भ/स) संभाग छिंदवाड़ा म.प्र. bbox=[781, 2350, 904, 2363]
land-cell: 47/2 bbox=[1271, 1767, 1333, 1796]
lease-subsection-a bbox=[284, 773, 493, 867]
tender-cell: सड़क कार्य bbox=[338, 1541, 390, 1583]
widow-story bbox=[10, 974, 939, 1278]
tender-cell: 15,000/- bbox=[820, 1792, 872, 1834]
tender-cell: 09 माह वर्षाऋतु सहित bbox=[872, 1834, 924, 1890]
tender-office: कार्यालय कार्यपालन यंत्री, लोक निर्माण विभाग, (भ/स) संभाग छिन्दवाड़ा bbox=[321, 1307, 786, 1327]
drm-col3 bbox=[1343, 572, 1527, 818]
land-cell: 0.263 bbox=[1333, 1667, 1403, 1684]
tender-col-header: सं. क्र. bbox=[182, 1426, 212, 1468]
tender-cell: दातलावाड़ी से सरेखाढाना मार्ग लं. 1.00 कि.मी. मय विद्युतीकरण कार्य सहित एवं नंदोरा पहुंच मार्ग लं. 1.20 कि.मी. कुल लं. 2.20 कि.मी. का मजबूतीकरण कार्य। (प्रथम आमंत्रण) bbox=[390, 1639, 687, 1695]
land-total-label: योग:- bbox=[960, 1891, 1333, 1920]
tender-cell: 4,16,700/- bbox=[754, 1541, 821, 1583]
tender-signature bbox=[782, 2313, 904, 2366]
city-skyline-image bbox=[284, 445, 715, 660]
land-cell: अजय पिता मंगलू जाति गोंड निवासी ग्राम भूमिस्वामी bbox=[983, 1702, 1271, 1720]
tender-col-header: कार्य का नाम bbox=[390, 1426, 687, 1468]
desc-cell: अर्जित किये जाने वाला प्रस्तावित क्षेत्रफल bbox=[978, 1562, 1128, 1580]
lease-subsection-b bbox=[501, 773, 715, 883]
desc-cell bbox=[960, 1545, 978, 1562]
tender-email: e-mail:- eepwdvchhind@mp.nic.in bbox=[457, 1331, 649, 1344]
desc-cell: घ bbox=[960, 1562, 978, 1580]
tender-col-header: अमानत राशि रु. bbox=[754, 1426, 821, 1468]
land-col-header: प्रस्तावित खसरा नंबर bbox=[1271, 1590, 1333, 1620]
